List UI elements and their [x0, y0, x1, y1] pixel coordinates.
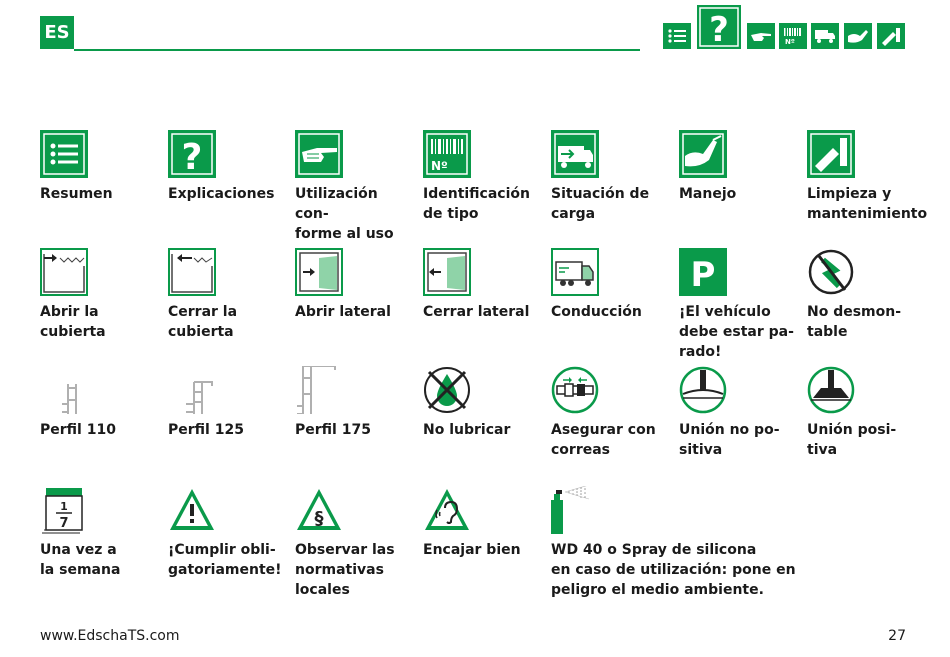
svg-text:1: 1 — [60, 500, 68, 513]
item-label: Explicaciones — [168, 186, 275, 202]
driving-truck-icon — [551, 248, 599, 296]
close-cover-icon — [168, 248, 216, 296]
mandatory-warning-icon — [168, 486, 216, 534]
item-positive-joint — [807, 366, 927, 460]
svg-text:Nº: Nº — [785, 38, 795, 46]
item-profile-110 — [40, 366, 160, 440]
local-regulations-icon — [295, 486, 343, 534]
item-label: Situación de carga — [551, 186, 650, 222]
item-label: Cerrar la cubierta — [168, 304, 238, 340]
item-spray — [551, 486, 811, 600]
load-truck-icon — [551, 130, 599, 178]
intended-use-hand-icon — [295, 130, 343, 178]
profile-175-icon — [295, 366, 343, 414]
item-label: Unión no po- sitiva — [679, 422, 780, 458]
open-side-icon — [295, 248, 343, 296]
item-intended-use — [295, 130, 415, 244]
item-open-side — [295, 248, 415, 322]
open-cover-icon — [40, 248, 88, 296]
item-cleaning — [807, 130, 927, 224]
nav-cleaning-icon[interactable] — [877, 23, 905, 49]
svg-text:?: ? — [181, 137, 203, 178]
item-parked — [679, 248, 799, 362]
cleaning-maintenance-icon — [807, 130, 855, 178]
parking-letter: P — [690, 255, 716, 295]
svg-text:7: 7 — [59, 516, 69, 531]
item-driving — [551, 248, 671, 322]
item-label: Perfil 110 — [40, 422, 116, 438]
non-positive-joint-icon — [679, 366, 727, 414]
item-weekly — [40, 486, 160, 580]
item-profile-175 — [295, 366, 415, 440]
item-label: Conducción — [551, 304, 642, 320]
item-click-fit — [423, 486, 543, 560]
item-label: No desmon- table — [807, 304, 902, 340]
nav-load-icon[interactable] — [811, 23, 839, 49]
item-no-lubricate — [423, 366, 543, 440]
weekly-calendar-icon — [40, 486, 88, 534]
profile-125-icon — [168, 366, 216, 414]
item-load-situation — [551, 130, 671, 224]
item-label: Abrir lateral — [295, 304, 391, 320]
item-label: Perfil 125 — [168, 422, 244, 438]
item-label: Manejo — [679, 186, 737, 202]
type-id-barcode-icon — [423, 130, 471, 178]
item-summary — [40, 130, 160, 204]
item-open-cover — [40, 248, 160, 342]
explanations-question-icon — [168, 130, 216, 178]
item-label: Cerrar lateral — [423, 304, 530, 320]
item-no-dismantle — [807, 248, 927, 342]
item-label: Unión posi- tiva — [807, 422, 897, 458]
item-label: No lubricar — [423, 422, 511, 438]
nav-intended-use-icon[interactable] — [747, 23, 775, 49]
header-rule — [74, 49, 640, 51]
handling-hand-icon — [679, 130, 727, 178]
footer-url[interactable]: www.EdschaTS.com — [40, 628, 180, 644]
summary-list-icon — [40, 130, 88, 178]
profile-110-icon — [40, 366, 88, 414]
item-secure-straps — [551, 366, 671, 460]
no-lubricate-icon — [423, 366, 471, 414]
item-label: Resumen — [40, 186, 113, 202]
item-label: Encajar bien — [423, 542, 521, 558]
no-dismantle-icon — [807, 248, 855, 296]
item-label: Observar las normativas locales — [295, 542, 395, 598]
item-explanations — [168, 130, 288, 204]
item-label: ¡Cumplir obli- gatoriamente! — [168, 542, 282, 578]
nav-type-id-icon[interactable] — [779, 23, 807, 49]
item-label: Una vez a la semana — [40, 542, 121, 578]
svg-text:?: ? — [709, 10, 729, 49]
nav-summary-icon[interactable] — [663, 23, 691, 49]
spray-can-icon — [551, 486, 599, 534]
item-label: Limpieza y mantenimiento — [807, 186, 928, 222]
nav-handling-icon[interactable] — [844, 23, 872, 49]
language-badge: ES — [40, 16, 74, 49]
item-label: Identificación de tipo — [423, 186, 530, 222]
item-label: ¡El vehículo debe estar pa- rado! — [679, 304, 794, 360]
item-non-positive-joint — [679, 366, 799, 460]
parked-vehicle-icon — [679, 248, 727, 296]
paragraph-symbol: § — [314, 508, 324, 529]
barcode-number-text: Nº — [431, 159, 448, 173]
item-handling — [679, 130, 799, 204]
secure-straps-icon — [551, 366, 599, 414]
item-mandatory — [168, 486, 288, 580]
item-close-side — [423, 248, 543, 322]
item-label: Abrir la cubierta — [40, 304, 106, 340]
item-label: Asegurar con correas — [551, 422, 656, 458]
item-profile-125 — [168, 366, 288, 440]
item-close-cover — [168, 248, 288, 342]
item-label: WD 40 o Spray de silicona en caso de utilización: pone en peligro el medio ambiente. — [551, 542, 796, 598]
item-type-id — [423, 130, 543, 224]
click-fit-ear-icon — [423, 486, 471, 534]
close-side-icon — [423, 248, 471, 296]
item-label: Perfil 175 — [295, 422, 371, 438]
nav-explanations-icon[interactable] — [697, 5, 741, 49]
positive-joint-icon — [807, 366, 855, 414]
page-number: 27 — [888, 628, 906, 644]
item-local-regulations — [295, 486, 415, 600]
item-label: Utilización con- forme al uso — [295, 186, 394, 242]
